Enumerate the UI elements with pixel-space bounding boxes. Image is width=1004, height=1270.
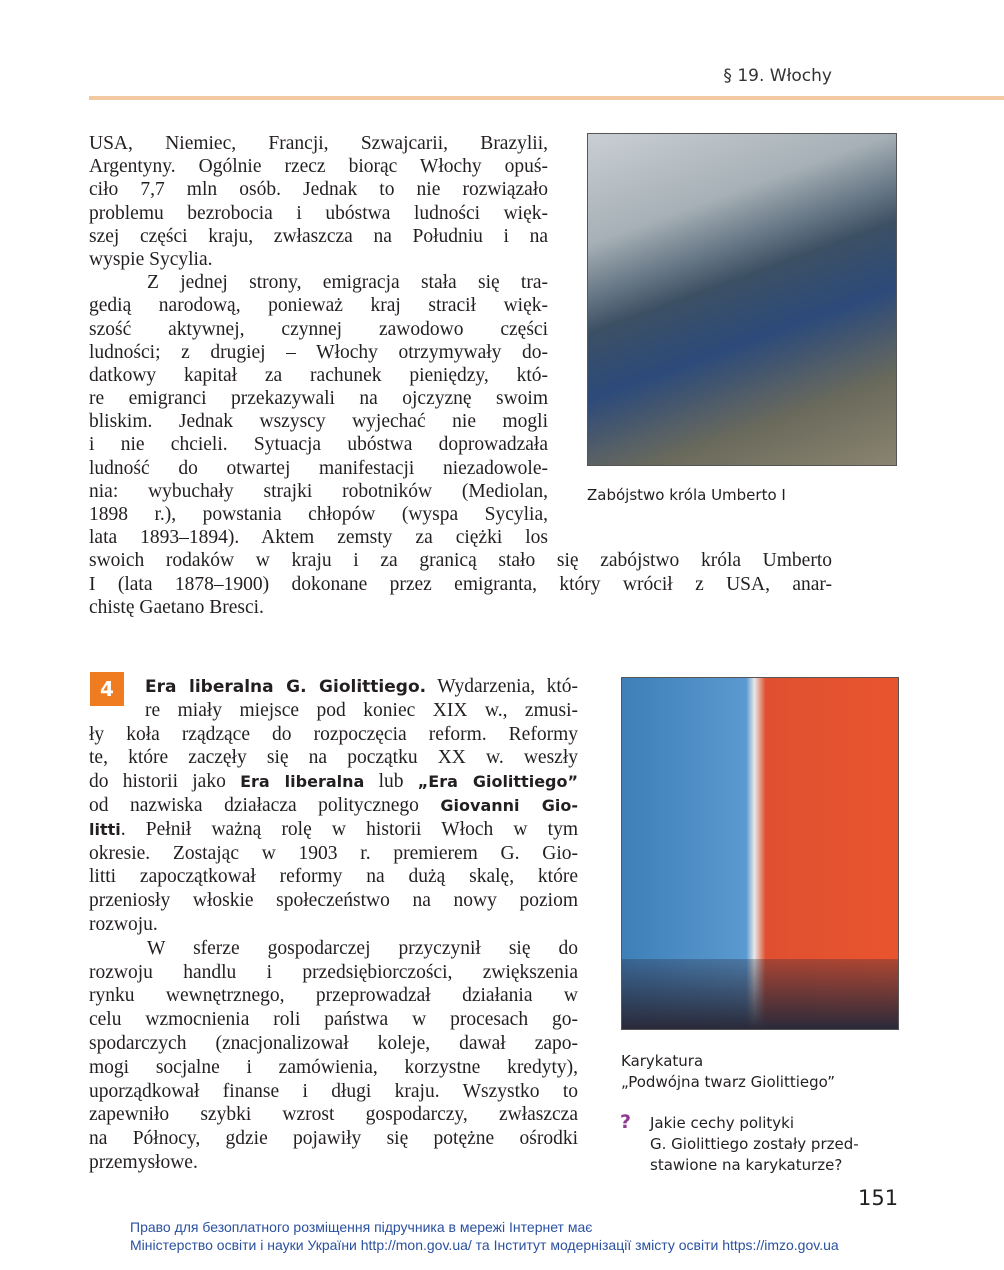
text-line	[89, 1151, 578, 1175]
question-line: Jakie cechy polityki	[650, 1114, 794, 1132]
text-line	[89, 1008, 578, 1032]
text-run: litti zapoczątkował reformy na dużą skalę, które	[89, 866, 578, 888]
bold-term: „Era Giolittiego”	[417, 772, 578, 792]
text-run: Wydarzenia, któ-	[426, 676, 578, 697]
caption-line: „Podwójna twarz Giolittiego”	[621, 1073, 836, 1091]
text-run: nia: wybuchały strajki robotników (Mediolan,	[89, 480, 548, 502]
text-run: gedią narodową, ponieważ kraj stracił więk-	[89, 295, 548, 317]
text-line	[89, 410, 548, 433]
review-question	[650, 1113, 859, 1176]
caption-line: Karykatura	[621, 1052, 704, 1070]
question-line: stawione na karykaturze?	[650, 1156, 843, 1174]
text-run: spodarczych (znacjonalizował koleje, dawał zapo-	[89, 1032, 578, 1054]
text-line	[89, 387, 548, 410]
text-run: ły koła rządzące do rozpoczęcia reform. Reformy	[89, 723, 578, 745]
text-line	[89, 480, 548, 503]
question-line: G. Giolittiego zostały przed-	[650, 1135, 859, 1153]
text-line	[89, 1127, 578, 1151]
text-run: ludność do otwartej manifestacji niezadowole-	[89, 457, 548, 479]
text-line	[89, 503, 548, 526]
text-run: przemysłowe.	[89, 1151, 198, 1173]
text-run: lata 1893–1894). Aktem zemsty za ciężki los	[89, 527, 548, 549]
footer-line: Право для безоплатного розміщення підручника в мережі Інтернет має	[130, 1219, 593, 1235]
page-number: 151	[858, 1186, 899, 1210]
text-line	[89, 178, 548, 201]
bold-term: Era liberalna	[240, 772, 365, 792]
text-line	[89, 526, 548, 549]
text-run: od nazwiska działacza politycznego	[89, 794, 441, 816]
text-line	[89, 132, 548, 155]
text-run: te, które zaczęły się na początku XX w. weszły	[89, 747, 578, 769]
text-run: re emigranci przekazywali na ojczyznę swoim	[89, 388, 548, 410]
illustration-umberto-assassination	[587, 133, 897, 466]
text-block-giolitti-era	[89, 675, 578, 1175]
text-run: ciło 7,7 mln osób. Jednak to nie rozwiązało	[89, 179, 548, 201]
text-run: swoich rodaków w kraju i za granicą stało się zabójstwo króla Umberto	[89, 550, 832, 572]
text-line	[89, 842, 578, 866]
text-run: wyspie Sycylia.	[89, 248, 213, 270]
text-line	[89, 770, 578, 794]
text-run: uporządkował finanse i długi kraju. Wszystko to	[89, 1080, 578, 1102]
text-line	[89, 318, 548, 341]
text-run: celu wzmocnienia roli państwa w procesach go-	[89, 1009, 578, 1031]
section-number-badge: 4	[90, 672, 124, 706]
text-line	[89, 248, 548, 271]
text-run: I (lata 1878–1900) dokonane przez emigranta, który wrócił z USA, anar-	[89, 573, 832, 595]
text-run: szej części kraju, zwłaszcza na Południu i na	[89, 225, 548, 247]
bold-term: Giovanni Gio-	[440, 795, 578, 815]
text-line	[89, 271, 548, 294]
text-line	[89, 1056, 578, 1080]
text-line	[89, 794, 578, 818]
header-divider	[89, 96, 1004, 100]
text-line	[89, 937, 578, 961]
text-line	[89, 457, 548, 480]
text-line	[89, 913, 578, 937]
text-run: przeniosły włoskie społeczeństwo na nowy poziom	[89, 890, 578, 912]
text-run: re miały miejsce pod koniec XIX w., zmusi-	[145, 699, 578, 721]
text-line	[89, 818, 578, 842]
text-line	[89, 1080, 578, 1104]
text-line	[145, 699, 578, 723]
text-line	[89, 746, 578, 770]
text-line	[89, 341, 548, 364]
text-line	[89, 225, 548, 248]
text-run: datkowy kapitał za rachunek pieniędzy, któ-	[89, 364, 548, 386]
text-line	[89, 889, 578, 913]
text-run: Argentyny. Ogólnie rzecz biorąc Włochy opuś-	[89, 156, 548, 178]
text-line	[89, 596, 832, 619]
text-run: lub	[364, 771, 418, 793]
text-run: Z jednej strony, emigracja stała się tra-	[147, 272, 548, 294]
text-run: na Północy, gdzie pojawiły się potężne ośrodki	[89, 1128, 578, 1150]
text-run: W sferze gospodarczej przyczynił się do	[147, 937, 578, 959]
text-run: problemu bezrobocia i ubóstwa ludności więk-	[89, 202, 548, 224]
text-run: 1898 r.), powstania chłopów (wyspa Sycylia,	[89, 504, 548, 525]
text-line	[89, 364, 548, 387]
figure-caption-caricature	[621, 1051, 835, 1093]
text-line	[89, 202, 548, 225]
figure-caption-umberto: Zabójstwo króla Umberto I	[587, 486, 786, 504]
text-run: bliskim. Jednak wszyscy wyjechać nie mogli	[89, 411, 548, 433]
text-run: chistę Gaetano Bresci.	[89, 596, 264, 618]
text-line	[89, 549, 832, 572]
text-run: rozwoju handlu i przedsiębiorczości, zwiększenia	[89, 961, 578, 983]
text-line	[89, 1103, 578, 1127]
text-line	[89, 984, 578, 1008]
text-line	[89, 961, 578, 985]
text-line	[89, 294, 548, 317]
section-header: § 19. Włochy	[723, 66, 832, 86]
text-line	[145, 675, 578, 699]
illustration-giolitti-caricature	[621, 677, 899, 1030]
text-line	[89, 865, 578, 889]
text-line	[89, 433, 548, 456]
text-run: . Pełnił ważną rolę w historii Włoch w tym	[120, 818, 578, 840]
text-run: i nie chcieli. Sytuacja ubóstwa doprowadzała	[89, 434, 548, 456]
text-run: ludności; z drugiej – Włochy otrzymywały do-	[89, 341, 548, 363]
footer-line: Міністерство освіти і науки України http://mon.gov.ua/ та Інститут модернізації змісту освіти https://imzo.gov.ua	[130, 1237, 839, 1253]
text-run: USA, Niemiec, Francji, Szwajcarii, Brazylii,	[89, 133, 548, 154]
text-line	[89, 1032, 578, 1056]
text-run: rynku wewnętrznego, przeprowadzał działania w	[89, 985, 578, 1007]
text-run: zapewniło szybki wzrost gospodarczy, zwłaszcza	[89, 1104, 578, 1126]
text-line	[89, 573, 832, 596]
text-run: rozwoju.	[89, 913, 158, 935]
text-line	[89, 155, 548, 178]
bold-term: litti	[89, 819, 121, 839]
bold-term: Era liberalna G. Giolittiego.	[145, 677, 427, 697]
text-run: szość aktywnej, czynnej zawodowo części	[89, 318, 548, 340]
question-mark-icon: ?	[620, 1111, 632, 1133]
text-run: okresie. Zostając w 1903 r. premierem G. Gio-	[89, 842, 578, 864]
copyright-footer	[130, 1218, 839, 1254]
text-run: mogi socjalne i zamówienia, korzystne kredyty),	[89, 1056, 578, 1078]
text-run: do historii jako	[89, 771, 241, 793]
text-line	[89, 723, 578, 747]
